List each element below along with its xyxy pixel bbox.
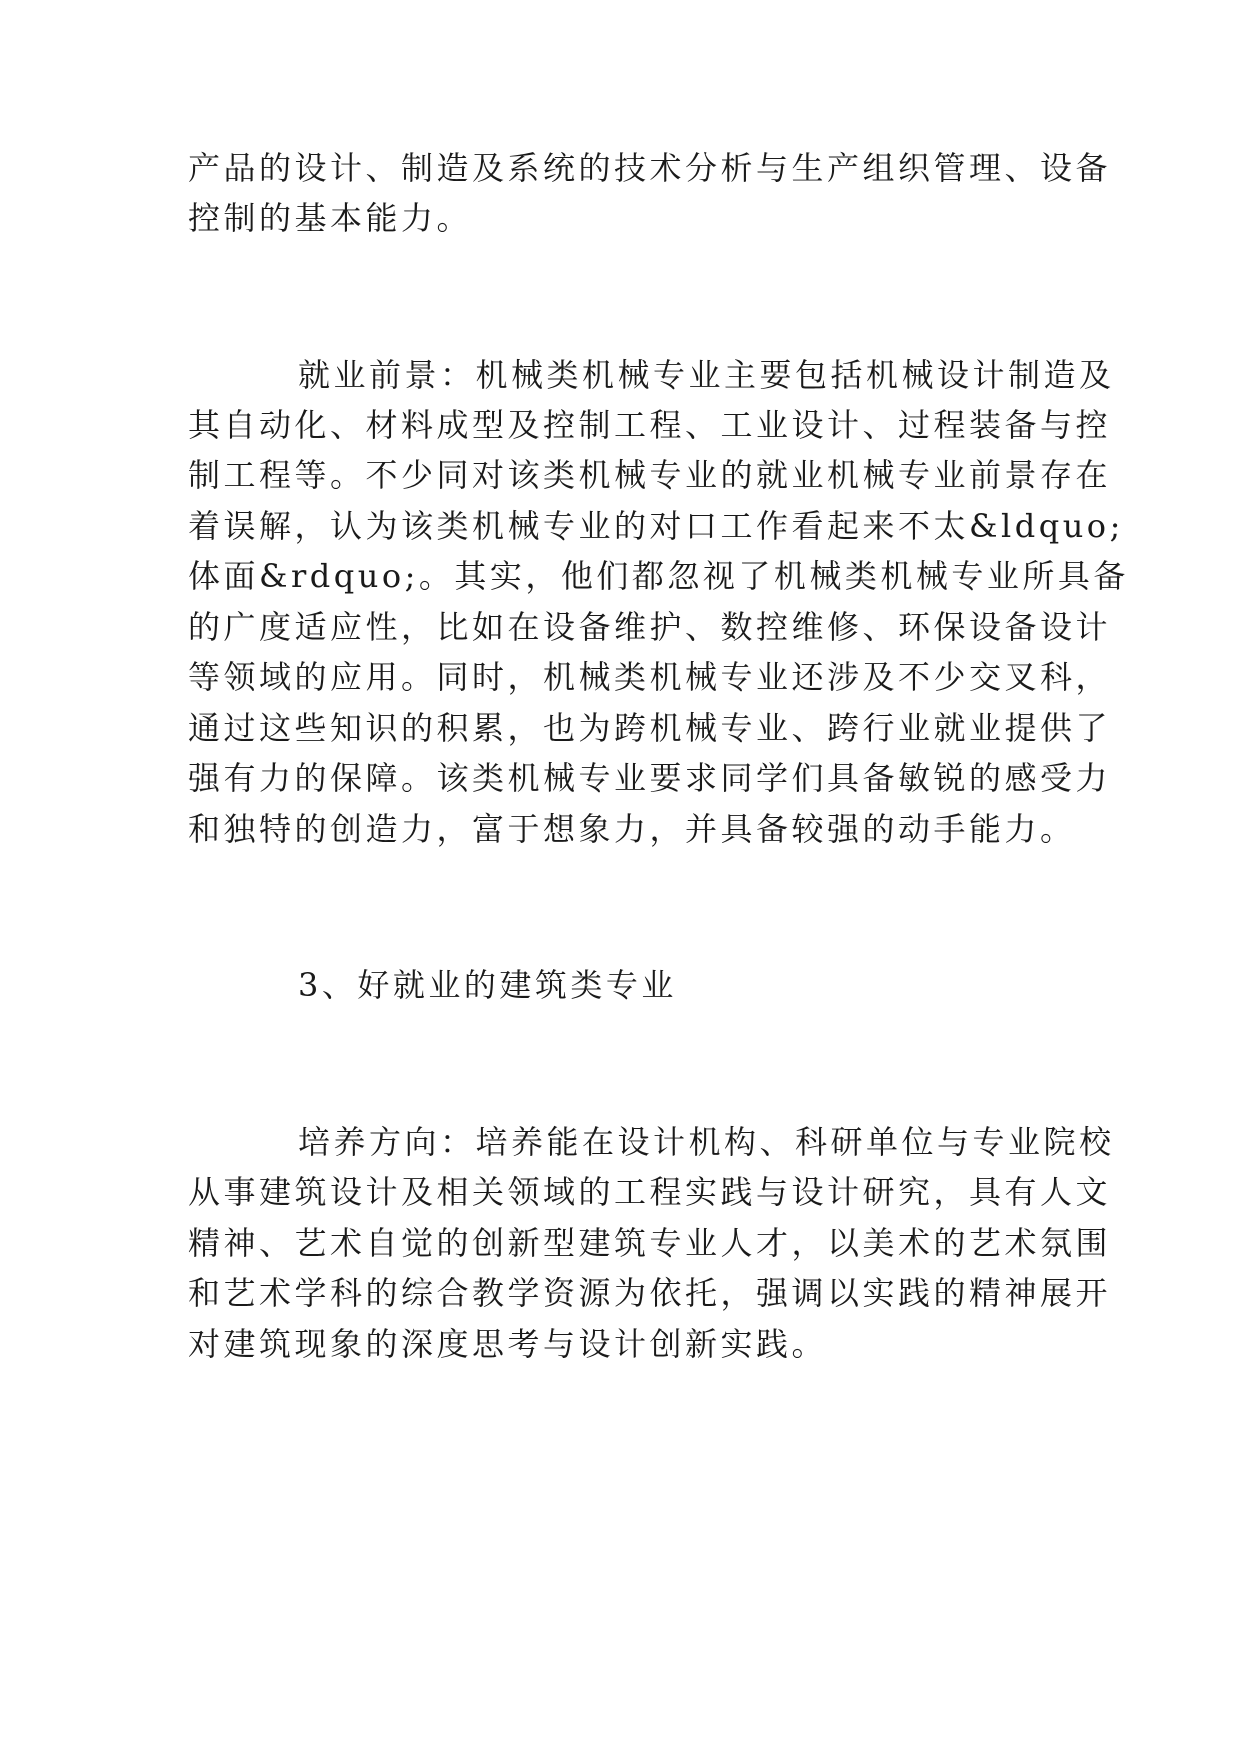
text-line: 体面&rdquo;。其实，他们都忽视了机械类机械专业所具备: [188, 557, 1129, 595]
text-line: 和独特的创造力，富于想象力，并具备较强的动手能力。: [188, 810, 1076, 848]
text-line: 培养方向：培养能在设计机构、科研单位与专业院校: [298, 1123, 1115, 1161]
text-line: 就业前景：机械类机械专业主要包括机械设计制造及: [298, 356, 1115, 394]
text-line: 产品的设计、制造及系统的技术分析与生产组织管理、设备: [188, 149, 1112, 187]
text-line: 着误解，认为该类机械专业的对口工作看起来不太&ldquo;: [188, 507, 1124, 545]
text-line: 制工程等。不少同对该类机械专业的就业机械专业前景存在: [188, 456, 1112, 494]
text-line: 精神、艺术自觉的创新型建筑专业人才，以美术的艺术氛围: [188, 1224, 1112, 1262]
text-line: 等领域的应用。同时，机械类机械专业还涉及不少交叉科，: [188, 658, 1112, 696]
section-heading: 3、好就业的建筑类专业: [298, 966, 677, 1004]
text-line: 控制的基本能力。: [188, 199, 473, 237]
text-line: 的广度适应性，比如在设备维护、数控维修、环保设备设计: [188, 608, 1112, 646]
text-line: 通过这些知识的积累，也为跨机械专业、跨行业就业提供了: [188, 709, 1112, 747]
text-line: 其自动化、材料成型及控制工程、工业设计、过程装备与控: [188, 406, 1112, 444]
text-line: 强有力的保障。该类机械专业要求同学们具备敏锐的感受力: [188, 759, 1112, 797]
text-line: 对建筑现象的深度思考与设计创新实践。: [188, 1325, 828, 1363]
text-line: 从事建筑设计及相关领域的工程实践与设计研究，具有人文: [188, 1173, 1112, 1211]
text-line: 和艺术学科的综合教学资源为依托，强调以实践的精神展开: [188, 1274, 1112, 1312]
